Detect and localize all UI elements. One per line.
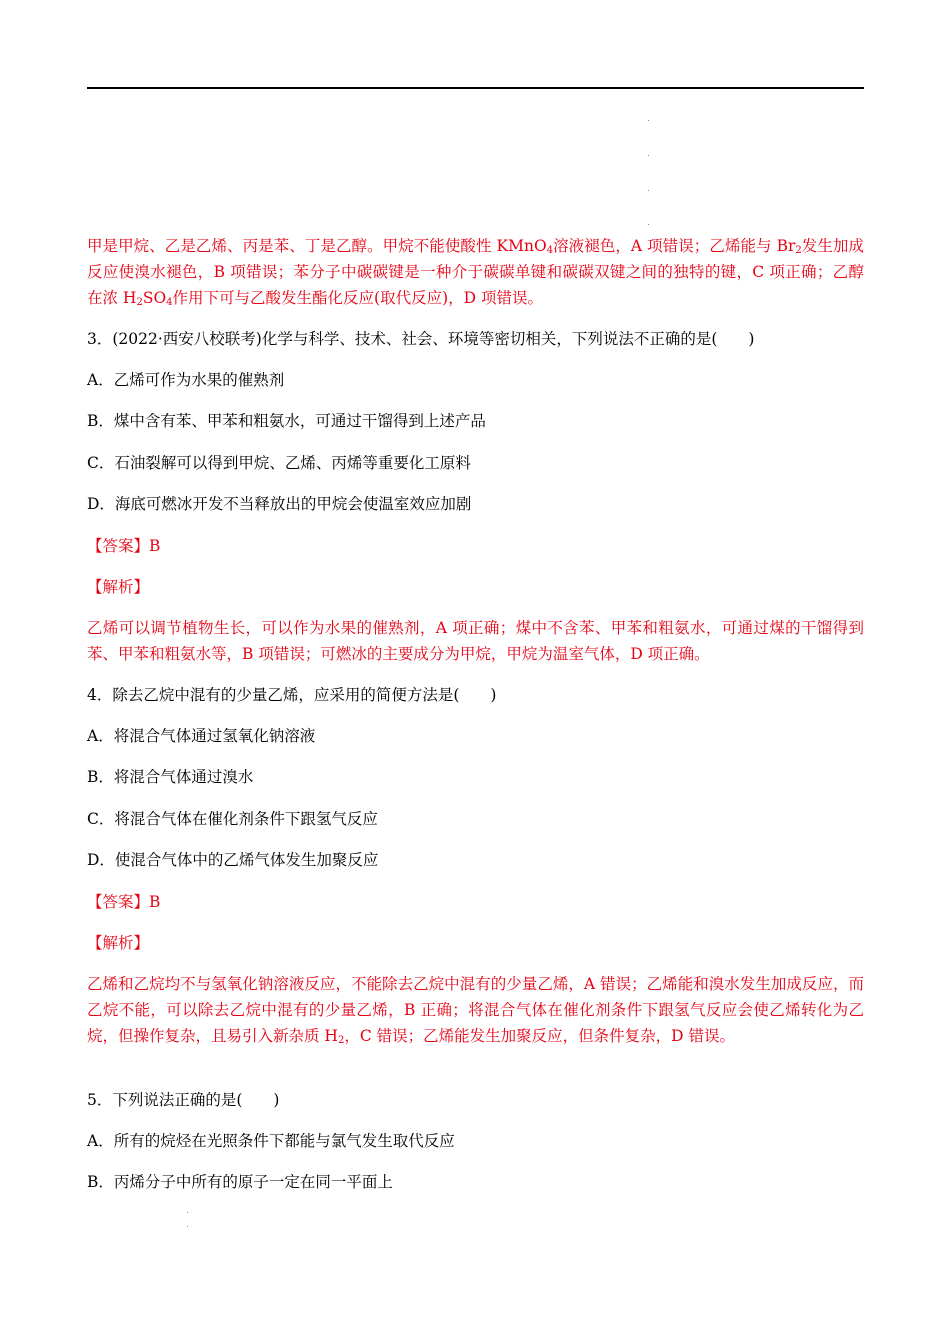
scan-speck [187, 1226, 188, 1227]
question-4-option-d: D．使混合气体中的乙烯气体发生加聚反应 [87, 851, 379, 869]
question-3-stem: 3．(2022·西安八校联考)化学与科学、技术、社会、环境等密切相关，下列说法不正确的是( ) [87, 330, 755, 348]
scan-speck [648, 120, 649, 121]
question-4-stem: 4．除去乙烷中混有的少量乙烯，应采用的简便方法是( ) [87, 686, 497, 704]
scan-speck [187, 1212, 188, 1213]
scan-speck [648, 190, 649, 191]
question-4-option-a: A．将混合气体通过氢氧化钠溶液 [87, 727, 316, 745]
question-3-option-a: A．乙烯可作为水果的催熟剂 [87, 371, 285, 389]
question-3-analysis-label: 【解析】 [87, 578, 150, 596]
question-3-option-b: B．煤中含有苯、甲苯和粗氨水，可通过干馏得到上述产品 [87, 412, 486, 430]
question-4-answer: 【答案】B [87, 893, 161, 911]
question-3-analysis: 乙烯可以调节植物生长，可以作为水果的催熟剂，A 项正确；煤中不含苯、甲苯和粗氨水，可通过煤的干馏得到苯、甲苯和粗氨水等，B 项错误；可燃冰的主要成分为甲烷，甲烷为温室气体，D 项正确。 [87, 619, 864, 663]
scan-speck [648, 155, 649, 156]
question-4-option-c: C．将混合气体在催化剂条件下跟氢气反应 [87, 810, 378, 828]
question-5-stem: 5．下列说法正确的是( ) [87, 1091, 280, 1109]
question-3-answer: 【答案】B [87, 537, 161, 555]
scan-speck [648, 224, 649, 225]
question-4-option-b: B．将混合气体通过溴水 [87, 768, 254, 786]
question-5-option-a: A．所有的烷烃在光照条件下都能与氯气发生取代反应 [87, 1132, 455, 1150]
question-3-option-d: D．海底可燃冰开发不当释放出的甲烷会使温室效应加剧 [87, 495, 472, 513]
question-4-analysis-label: 【解析】 [87, 934, 150, 952]
question-3-option-c: C．石油裂解可以得到甲烷、乙烯、丙烯等重要化工原料 [87, 454, 471, 472]
previous-explanation: 甲是甲烷、乙是乙烯、丙是苯、丁是乙醇。甲烷不能使酸性 KMnO$_4$溶液褪色，A 项错误；乙烯能与 $Br_2$发生加成反应使溴水褪色，B 项错误；苯分子中碳碳键是一种介于碳碳单键和碳碳双键之间的独特的键，C 项正确；乙醇在浓 $H_2SO_4$作用下可与乙酸发生酯化反应(取代反应)，D 项错误。 [87, 237, 864, 308]
question-4-analysis: 乙烯和乙烷均不与氢氧化钠溶液反应，不能除去乙烷中混有的少量乙烯，A 错误；乙烯能和溴水发生加成反应，而乙烷不能，可以除去乙烷中混有的少量乙烯，B 正确；将混合气体在催化剂条件下跟氢气反应会使乙烯转化为乙烷，但操作复杂，且易引入新杂质 $H_2$，C 错误；乙烯能发生加聚反应，但条件复杂，D 错误。 [87, 975, 864, 1046]
header-rule [87, 87, 864, 89]
question-5-option-b: B．丙烯分子中所有的原子一定在同一平面上 [87, 1173, 393, 1191]
